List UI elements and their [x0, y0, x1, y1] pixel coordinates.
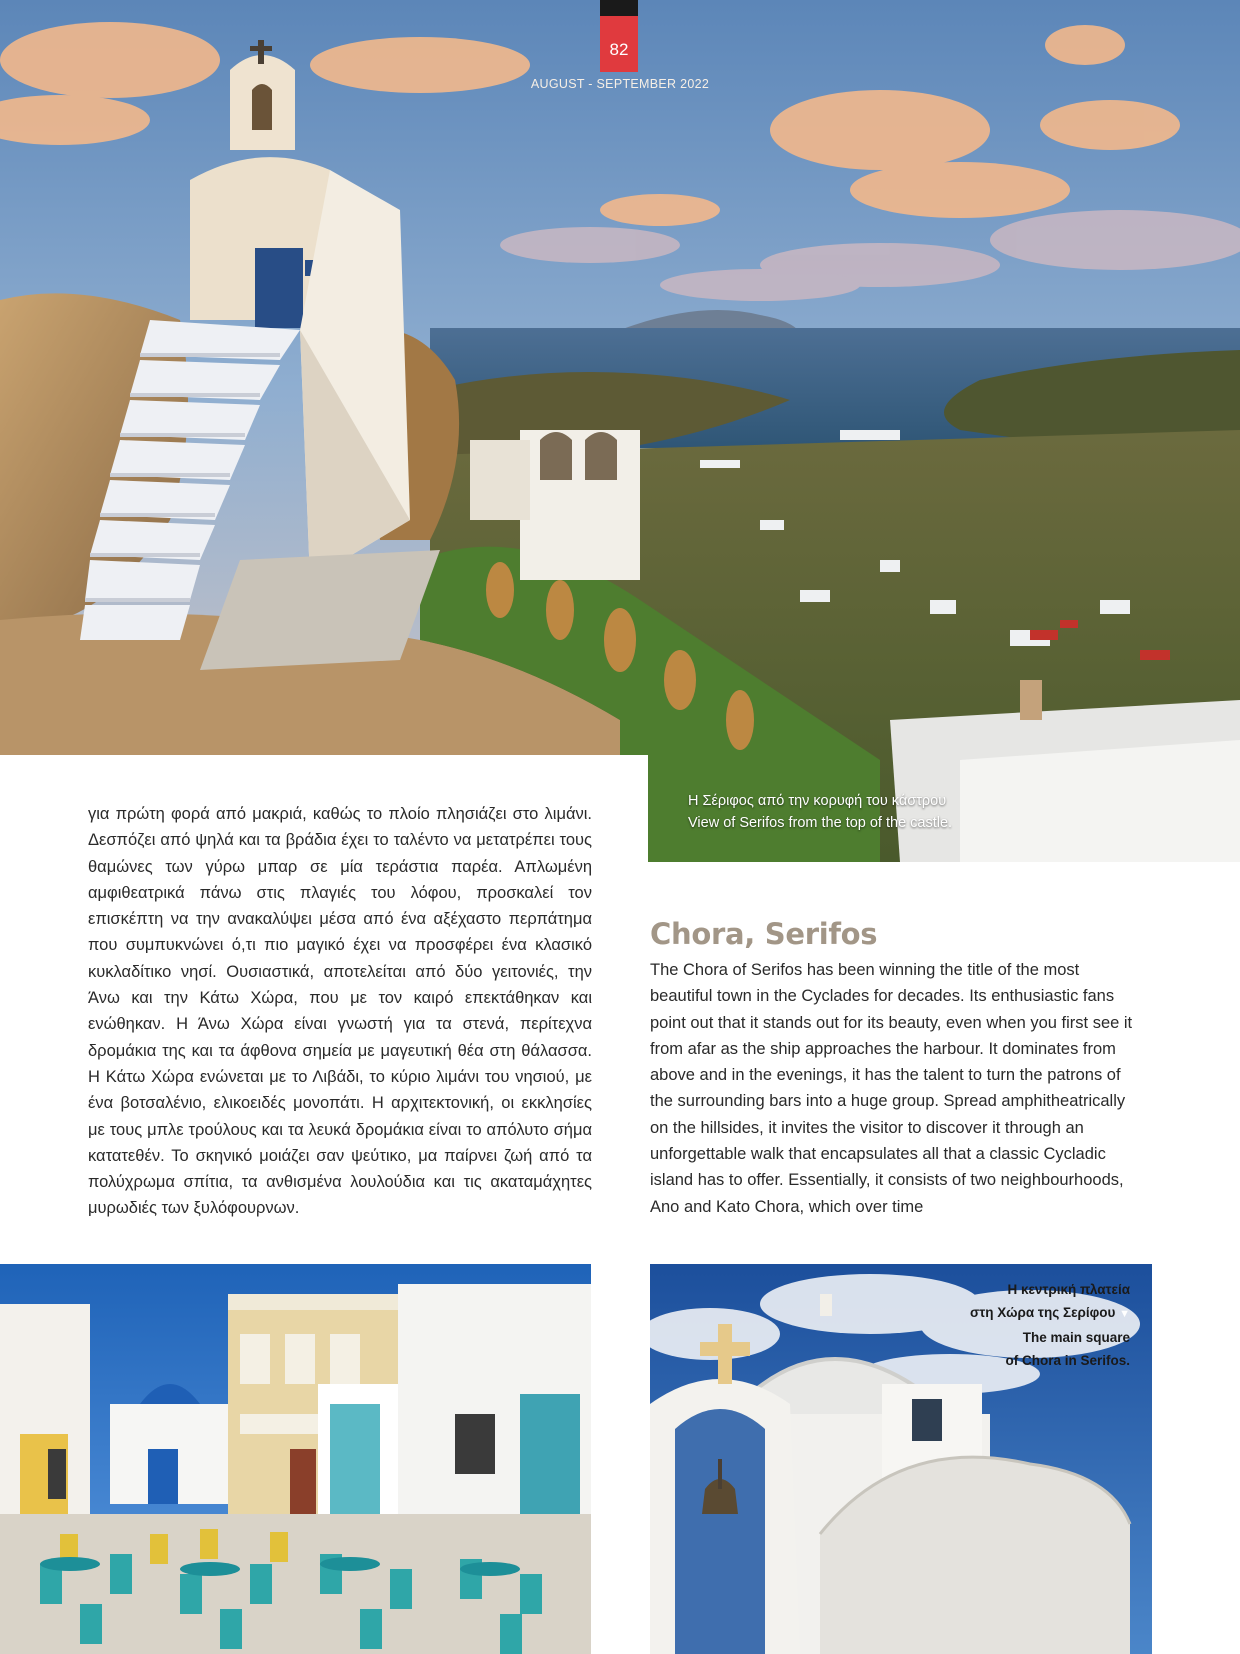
hero-caption-english: View of Serifos from the top of the castle. — [688, 815, 953, 831]
triangle-down-icon: ▼ — [1119, 1308, 1130, 1320]
hero-caption — [688, 790, 988, 834]
chora-square-cafe-photo — [0, 1264, 591, 1654]
issue-date: AUGUST - SEPTEMBER 2022 — [530, 77, 710, 91]
bottom-caption-english-1: The main square — [1022, 1330, 1130, 1345]
article-title: Chora, Serifos — [650, 917, 878, 951]
bottom-caption-english-2: of Chora in Serifos. — [1005, 1353, 1130, 1368]
page-tab-cap — [600, 0, 638, 16]
page-number: 82 — [609, 40, 629, 59]
greek-article-text: για πρώτη φορά από μακριά, καθώς το πλοίο πλησιάζει στο λιμάνι. Δεσπόζει από ψηλά και τα βράδια έχει το ταλέντο να μετατρέπει τους θαμώνες των γύρω μπαρ σε μία τεράστια παρέα. Απλωμένη αμφιθεατρικά πάνω στις πλαγιές του λόφου, προσκαλεί τον επισκέπτη να την ανακαλύψει μέσα από ένα αξέχαστο περπάτημα που συμπυκνώνει ό,τι πιο μαγικό έχει να προσφέρει ένα κλασικό κυκλαδίτικο νησί. Ουσιαστικά, αποτελείται από δύο γειτονιές, την Άνω και την Κάτω Χώρα, που με τον καιρό επεκτάθηκαν και ενώθηκαν. Η Άνω Χώρα είναι γνωστή για τα στενά, περίτεχνα δρομάκια της και τα άφθονα σημεία με μαγευτική θέα στη θάλασσα. Η Κάτω Χώρα ενώνεται με το Λιβάδι, το κύριο λιμάνι του νησιού, με ένα βοτσαλένιο, ελικοειδές μονοπάτι. Η αρχιτεκτονική, οι εκκλησίες με τους μπλε τρούλους και τα λευκά δρομάκια είναι το απόλυτο σήμα κατατεθέν. Το σκηνικό μοιάζει σαν ψεύτικο, μα παίρνει ζωή από τα πολύχρωμα σπίτια, τα ανθισμένα λουλούδια και τις ακαταμάχητες μυρωδιές των ξυλόφουρνων. — [88, 805, 592, 1218]
bottom-caption-greek-2-wrap — [900, 1301, 1130, 1326]
bottom-caption — [900, 1278, 1130, 1372]
bottom-left-photo — [0, 1264, 591, 1654]
english-article-text: The Chora of Serifos has been winning the title of the most beautiful town in the Cyclades for decades. Its enthusiastic fans point out that it stands out for its beauty, even when you first see it from afar as the ship approaches the harbour. It dominates from above and in the evenings, it has the talent to turn the patrons of the surrounding bars into a huge group. Spread amphitheatrically on the hillsides, it invites the visitor to discover it through an unforgettable walk that encapsulates all that a classic Cycladic island has to offer. Essentially, it consists of two neighbourhoods, Ano and Kato Chora, which over time — [650, 961, 1133, 1216]
bottom-caption-greek-1: Η κεντρική πλατεία — [1007, 1282, 1130, 1297]
bottom-caption-greek-2: στη Χώρα της Σερίφου — [970, 1305, 1116, 1320]
hero-caption-greek: Η Σέριφος από την κορυφή του κάστρου — [688, 793, 947, 809]
